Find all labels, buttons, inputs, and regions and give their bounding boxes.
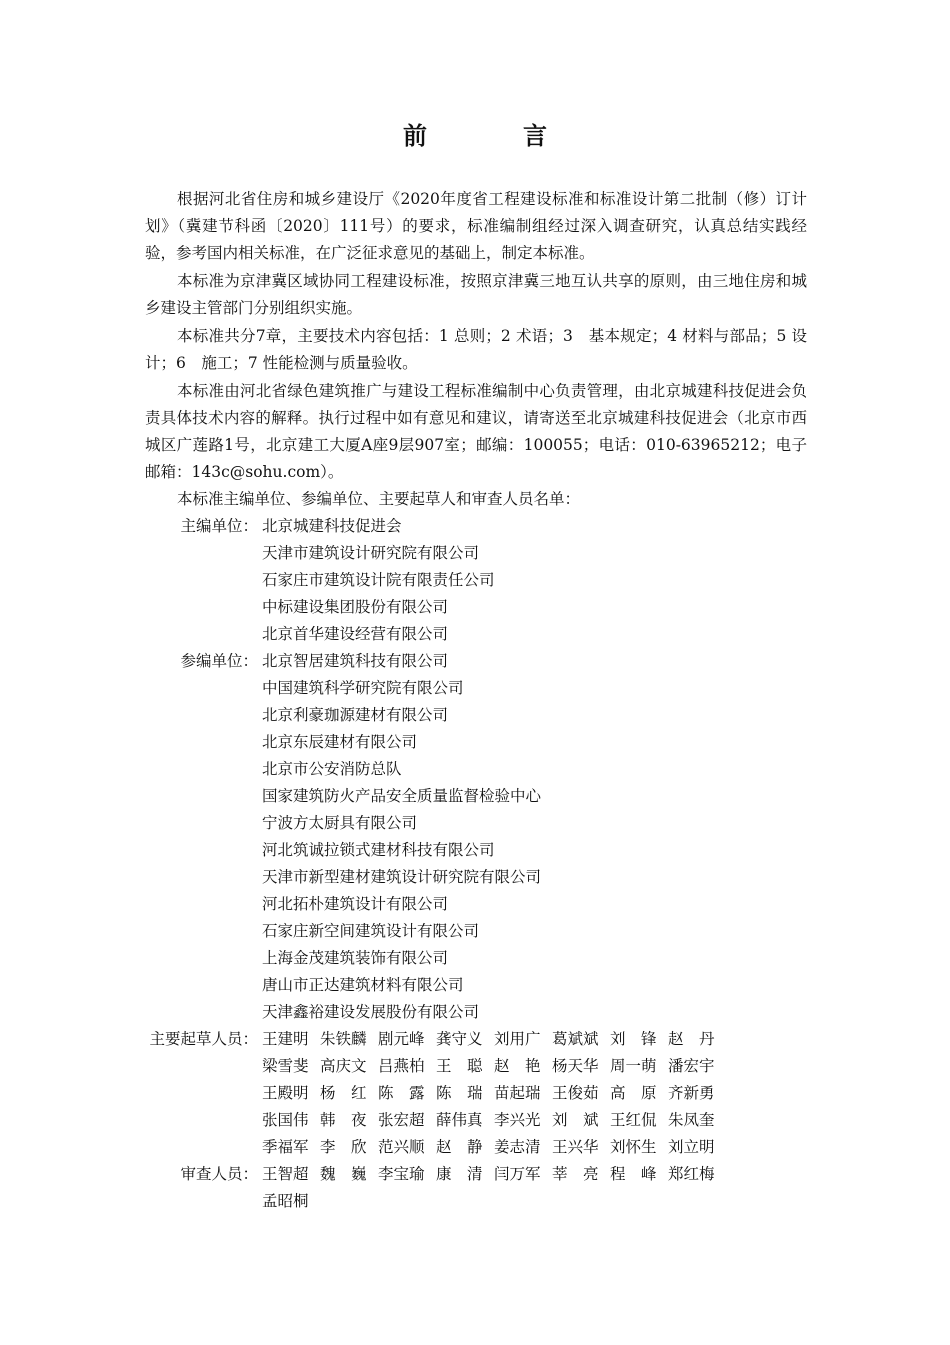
- chief-unit: 中标建设集团股份有限公司: [262, 598, 449, 616]
- drafter-name: 刘用广: [494, 1030, 541, 1048]
- participating-unit: 宁波方太厨具有限公司: [262, 814, 418, 832]
- reviewer-name: 程 峰: [610, 1165, 657, 1183]
- drafter-name: 刘 锋: [610, 1030, 657, 1048]
- participating-unit: 河北拓朴建筑设计有限公司: [262, 895, 449, 913]
- participating-unit: 北京东辰建材有限公司: [262, 733, 418, 751]
- participating-unit: 上海金茂建筑装饰有限公司: [262, 949, 449, 967]
- drafter-name: 陈 瑞: [436, 1084, 483, 1102]
- drafter-name: 高庆文: [320, 1057, 367, 1075]
- reviewer-name: 郑红梅: [668, 1165, 715, 1183]
- participating-unit: 天津市新型建材建筑设计研究院有限公司: [262, 868, 542, 886]
- drafter-name: 高 原: [610, 1084, 657, 1102]
- reviewer-name: 王智超: [262, 1165, 309, 1183]
- drafter-name: 潘宏宇: [668, 1057, 715, 1075]
- participating-unit: 天津鑫裕建设发展股份有限公司: [262, 1003, 480, 1021]
- drafter-name: 张宏超: [378, 1111, 425, 1129]
- chief-unit: 天津市建筑设计研究院有限公司: [262, 544, 480, 562]
- drafter-name: 薛伟真: [436, 1111, 483, 1129]
- drafter-name: 杨天华: [552, 1057, 599, 1075]
- drafter-name: 王 聪: [436, 1057, 483, 1075]
- drafter-name: 杨 红: [320, 1084, 367, 1102]
- participating-unit: 北京利豪珈源建材有限公司: [262, 706, 449, 724]
- drafter-name: 李 欣: [320, 1138, 367, 1156]
- drafter-name: 朱铁麟: [320, 1030, 367, 1048]
- reviewer-name: 莘 亮: [552, 1165, 599, 1183]
- drafter-name: 齐新勇: [668, 1084, 715, 1102]
- participating-unit: 中国建筑科学研究院有限公司: [262, 679, 464, 697]
- participating-unit: 石家庄新空间建筑设计有限公司: [262, 922, 480, 940]
- drafter-name: 葛斌斌: [552, 1030, 599, 1048]
- drafter-name: 陈 露: [378, 1084, 425, 1102]
- reviewer-name: 康 清: [436, 1165, 483, 1183]
- drafter-name: 李兴光: [494, 1111, 541, 1129]
- drafter-name: 朱凤奎: [668, 1111, 715, 1129]
- drafter-name: 剧元峰: [378, 1030, 425, 1048]
- drafter-name: 周一萌: [610, 1057, 657, 1075]
- paragraph-management: 本标准由河北省绿色建筑推广与建设工程标准编制中心负责管理，由北京城建科技促进会负责具体技术内容的解释。执行过程中如有意见和建议，请寄送至北京城建科技促进会（北京市西城区广莲路1号，北京建工大厦A座9层907室；邮编：100055；电话：010-63965212；电子邮箱：143c@sohu.com）。: [145, 382, 807, 481]
- drafter-name: 梁雪斐: [262, 1057, 309, 1075]
- drafter-name: 王建明: [262, 1030, 309, 1048]
- chief-unit: 北京首华建设经营有限公司: [262, 625, 449, 643]
- paragraph-contents: 本标准共分7章，主要技术内容包括：1 总则；2 术语；3 基本规定；4 材料与部品；5 设计；6 施工；7 性能检测与质量验收。: [145, 327, 807, 372]
- participating-unit: 北京市公安消防总队: [262, 760, 402, 778]
- reviewer-name: 魏 巍: [320, 1165, 367, 1183]
- participating-unit: 唐山市正达建筑材料有限公司: [262, 976, 464, 994]
- reviewer-name: 李宝瑜: [378, 1165, 425, 1183]
- drafter-name: 张国伟: [262, 1111, 309, 1129]
- participating-units-label: 参编单位：: [180, 652, 258, 670]
- paragraph-list-intro: 本标准主编单位、参编单位、主要起草人和审查人员名单：: [177, 490, 581, 508]
- drafter-name: 刘怀生: [610, 1138, 657, 1156]
- drafter-name: 王俊茹: [552, 1084, 599, 1102]
- drafter-name: 赵 丹: [668, 1030, 715, 1048]
- page-title: 前 言: [403, 121, 583, 150]
- reviewer-name: 孟昭桐: [262, 1192, 309, 1210]
- drafter-name: 吕燕柏: [378, 1057, 425, 1075]
- chief-units-label: 主编单位：: [180, 517, 258, 535]
- participating-unit: 河北筑诚拉锁式建材科技有限公司: [262, 841, 495, 859]
- drafter-name: 韩 夜: [320, 1111, 367, 1129]
- drafter-name: 季福军: [262, 1138, 309, 1156]
- drafter-name: 赵 艳: [494, 1057, 541, 1075]
- drafter-name: 苗起瑞: [494, 1084, 541, 1102]
- reviewers-label: 审查人员：: [180, 1165, 258, 1183]
- drafter-name: 龚守义: [436, 1030, 483, 1048]
- drafter-name: 王殿明: [262, 1084, 309, 1102]
- paragraph-scope: 本标准为京津冀区域协同工程建设标准，按照京津冀三地互认共享的原则，由三地住房和城乡建设主管部门分别组织实施。: [145, 272, 807, 317]
- drafter-name: 范兴顺: [378, 1138, 425, 1156]
- drafter-name: 刘 斌: [552, 1111, 599, 1129]
- reviewer-name: 闫万军: [494, 1165, 541, 1183]
- participating-unit: 北京智居建筑科技有限公司: [262, 652, 449, 670]
- drafter-name: 姜志清: [494, 1138, 541, 1156]
- chief-unit: 石家庄市建筑设计院有限责任公司: [262, 571, 495, 589]
- paragraph-basis: 根据河北省住房和城乡建设厅《2020年度省工程建设标准和标准设计第二批制（修）订计划》（冀建节科函〔2020〕111号）的要求，标准编制组经过深入调查研究，认真总结实践经验，参考国内相关标准，在广泛征求意见的基础上，制定本标准。: [145, 190, 807, 262]
- chief-unit: 北京城建科技促进会: [262, 517, 402, 535]
- drafters-label: 主要起草人员：: [149, 1030, 258, 1048]
- participating-unit: 国家建筑防火产品安全质量监督检验中心: [262, 787, 542, 805]
- drafter-name: 王红侃: [610, 1111, 657, 1129]
- drafter-name: 刘立明: [668, 1138, 715, 1156]
- drafter-name: 赵 静: [436, 1138, 483, 1156]
- drafter-name: 王兴华: [552, 1138, 599, 1156]
